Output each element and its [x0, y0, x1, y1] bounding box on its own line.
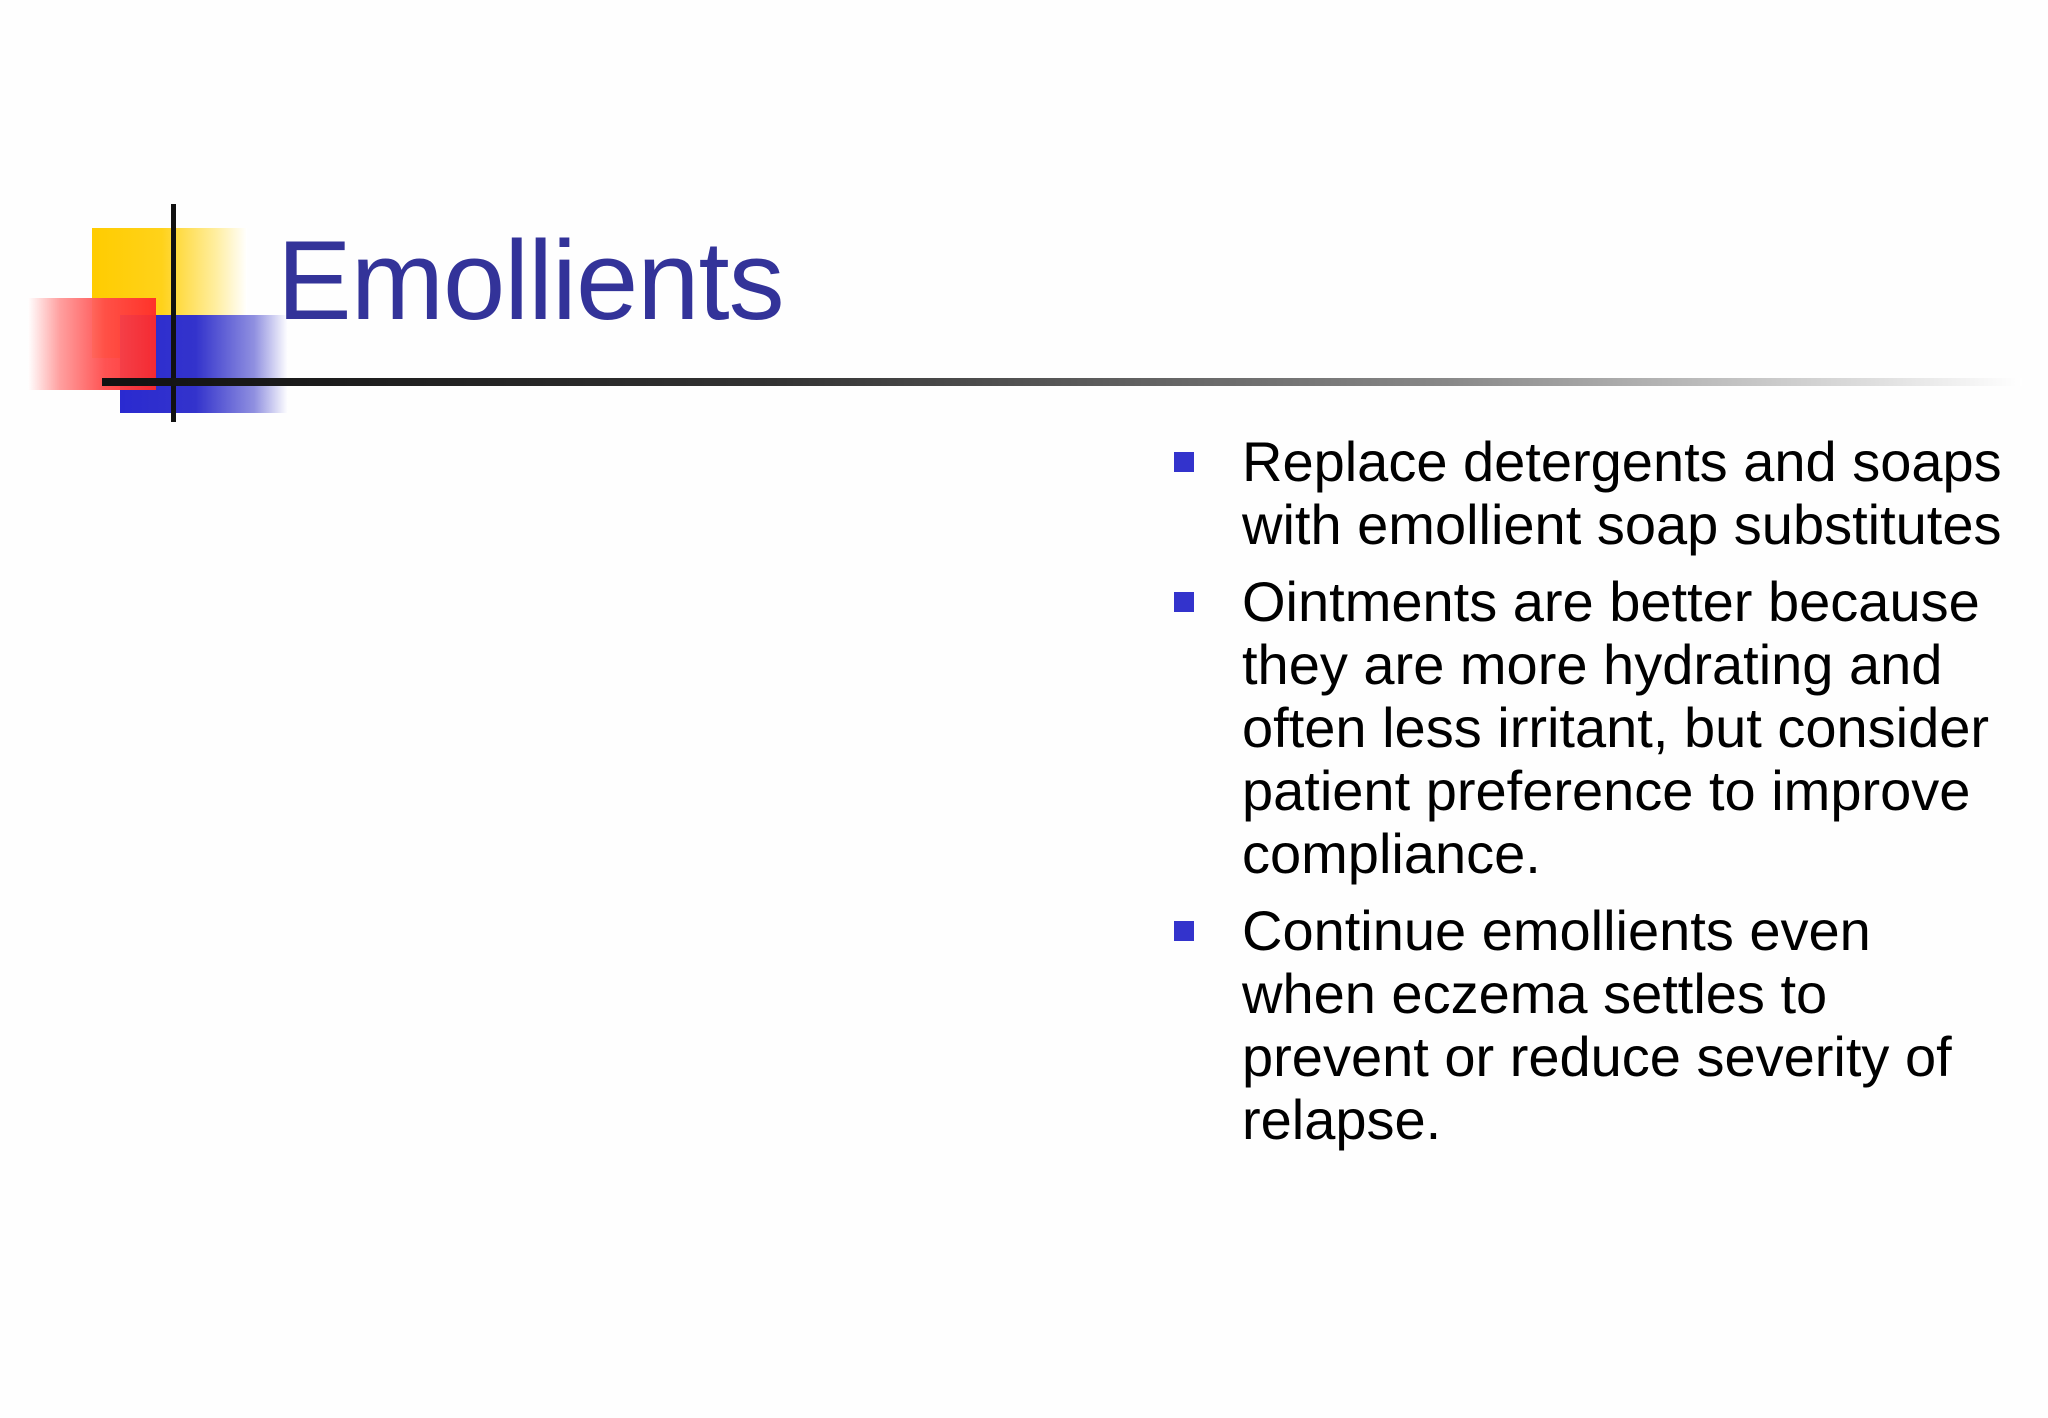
square-bullet-icon	[1174, 921, 1194, 941]
bullet-item	[1172, 430, 2012, 556]
decorative-red-block	[28, 298, 156, 390]
bullet-text: Ointments are better because they are more hydrating and often less irritant, but consider patient preference to improve compliance.	[1242, 570, 1990, 885]
bullet-list	[1172, 430, 2012, 1165]
title-underline-rule	[102, 378, 2022, 386]
bullet-item	[1172, 570, 2012, 885]
bullet-text: Continue emollients even when eczema settles to prevent or reduce severity of relapse.	[1242, 899, 1952, 1151]
decorative-vertical-line	[171, 204, 176, 422]
bullet-item	[1172, 899, 2012, 1151]
bullet-text: Replace detergents and soaps with emollient soap substitutes	[1242, 430, 2002, 556]
square-bullet-icon	[1174, 592, 1194, 612]
slide-title: Emollients	[277, 218, 784, 343]
square-bullet-icon	[1174, 452, 1194, 472]
